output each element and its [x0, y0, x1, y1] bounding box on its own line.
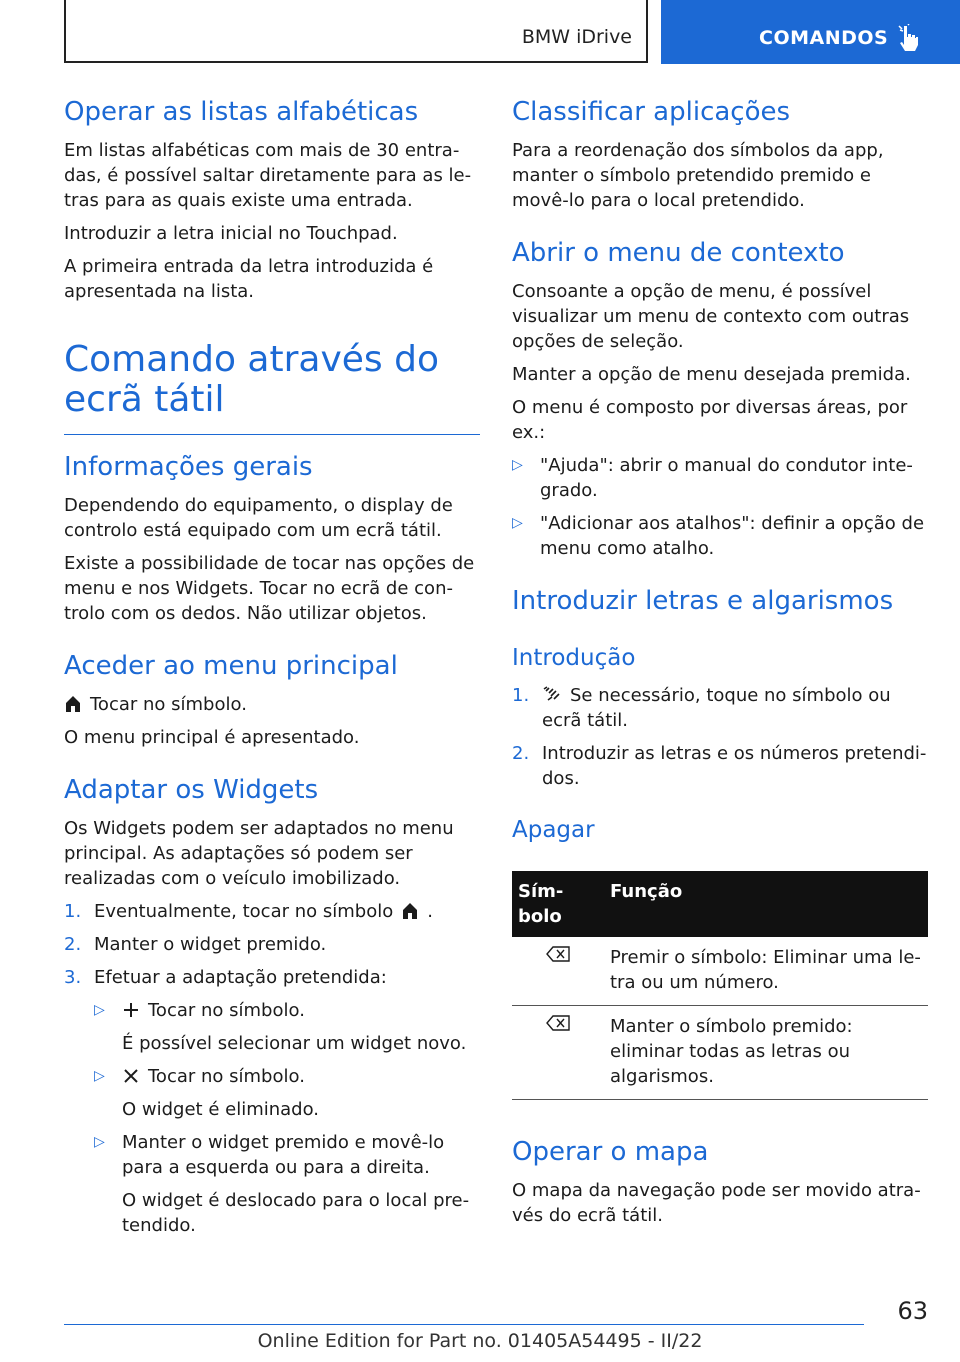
list-item: 1. Se necessário, toque no símbolo ou ecrã tátil. — [512, 685, 891, 731]
right-column — [512, 96, 928, 1236]
paragraph: O mapa da navegação pode ser movido através do ecrã tátil. — [512, 1180, 921, 1226]
paragraph: A primeira entrada da letra introduzida é apresentada na lista. — [64, 256, 434, 302]
page-number: 63 — [897, 1297, 928, 1325]
list-item: 1. Eventualmente, tocar no símbolo . — [64, 901, 433, 922]
paragraph: O menu é composto por diversas áreas, por ex.: — [512, 397, 908, 443]
heading-operate-map: Operar o mapa — [512, 1137, 709, 1167]
table-cell: Manter o símbolo premido: eliminar todas as letras ou algarismos. — [604, 1006, 928, 1100]
paragraph: O menu principal é apresentado. — [64, 727, 360, 748]
paragraph: Existe a possibilidade de tocar nas opções de menu e nos Widgets. Tocar no ecrã de controlo com os dedos. Não utilizar objetos. — [64, 553, 475, 624]
paragraph: Para a reordenação dos símbolos da app, manter o símbolo pretendido premido e movê-lo para o local pretendido. — [512, 140, 884, 211]
list-item: ▷ Manter o widget premido e movê-lo para a esquerda ou para a direita. — [94, 1132, 445, 1178]
heading-widgets: Adaptar os Widgets — [64, 775, 319, 805]
heading-general-info: Informações gerais — [64, 452, 313, 482]
paragraph: Dependendo do equipamento, o display de controlo está equipado com um ecrã tátil. — [64, 495, 453, 541]
header-section-label: BMW iDrive — [521, 26, 632, 48]
table-header-symbol: Símbolo — [512, 871, 604, 937]
table-cell: Premir o símbolo: Eliminar uma letra ou um número. — [604, 937, 928, 1006]
header-chapter-label: COMANDOS — [759, 27, 889, 49]
list-item: ▷ Tocar no símbolo. — [94, 1066, 305, 1087]
list-item-sub: É possível selecionar um widget novo. — [122, 1033, 467, 1054]
list-item: 2. Manter o widget premido. — [64, 934, 327, 955]
bullet-list — [512, 453, 928, 561]
header-section-box — [64, 0, 648, 63]
heading-context-menu: Abrir o menu de contexto — [512, 238, 845, 268]
table-row — [512, 937, 928, 1006]
heading-introduction: Introdução — [512, 645, 636, 671]
table-header-function: Função — [604, 871, 928, 937]
footer-divider — [64, 1324, 864, 1325]
list-item: ▷ "Ajuda": abrir o manual do condutor integrado. — [512, 455, 913, 501]
paragraph: Tocar no símbolo. — [64, 692, 480, 717]
heading-alphabetical-lists: Operar as listas alfabéticas — [64, 97, 419, 127]
steps-list — [512, 683, 928, 791]
home-icon — [401, 902, 419, 920]
list-item-sub: O widget é deslocado para o local pretendido. — [122, 1190, 470, 1236]
heading-delete: Apagar — [512, 817, 595, 843]
header-chapter-tab — [661, 0, 960, 64]
heading-touchscreen: Comando através do ecrã tátil — [64, 340, 480, 435]
footer-edition: Online Edition for Part no. 01405A54495 - II/22 — [257, 1330, 703, 1352]
heading-enter-letters: Introduzir letras e algarismos — [512, 586, 894, 616]
bullet-list — [94, 998, 480, 1238]
backspace-icon — [545, 1014, 571, 1032]
plus-icon — [122, 1001, 140, 1019]
heading-main-menu: Aceder ao menu principal — [64, 651, 398, 681]
table-row — [512, 1006, 928, 1100]
list-item: ▷ Tocar no símbolo. — [94, 1000, 305, 1021]
backspace-icon — [545, 945, 571, 963]
list-item: 3. Efetuar a adaptação pretendida: — [64, 967, 387, 988]
heading-sort-apps: Classificar aplicações — [512, 97, 791, 127]
hand-pointer-icon — [897, 24, 919, 52]
left-column — [64, 96, 480, 1246]
paragraph: Os Widgets podem ser adaptados no menu principal. As adaptações só podem ser realizadas com o veículo imobilizado. — [64, 818, 454, 889]
list-item: ▷ "Adicionar aos atalhos": definir a opção de menu como atalho. — [512, 513, 925, 559]
handwriting-icon — [542, 686, 562, 704]
list-item: 2. Introduzir as letras e os números pretendidos. — [512, 743, 927, 789]
steps-list — [64, 899, 480, 990]
paragraph: Consoante a opção de menu, é possível visualizar um menu de contexto com outras opções de seleção. — [512, 281, 910, 352]
paragraph: Em listas alfabéticas com mais de 30 entradas, é possível saltar diretamente para as letras para as quais existe uma entrada. — [64, 140, 472, 211]
paragraph: Introduzir a letra inicial no Touchpad. — [64, 223, 398, 244]
close-icon — [122, 1067, 140, 1085]
paragraph: Manter a opção de menu desejada premida. — [512, 364, 911, 385]
delete-symbol-table — [512, 871, 928, 1100]
list-item-sub: O widget é eliminado. — [122, 1099, 320, 1120]
home-icon — [64, 695, 82, 713]
